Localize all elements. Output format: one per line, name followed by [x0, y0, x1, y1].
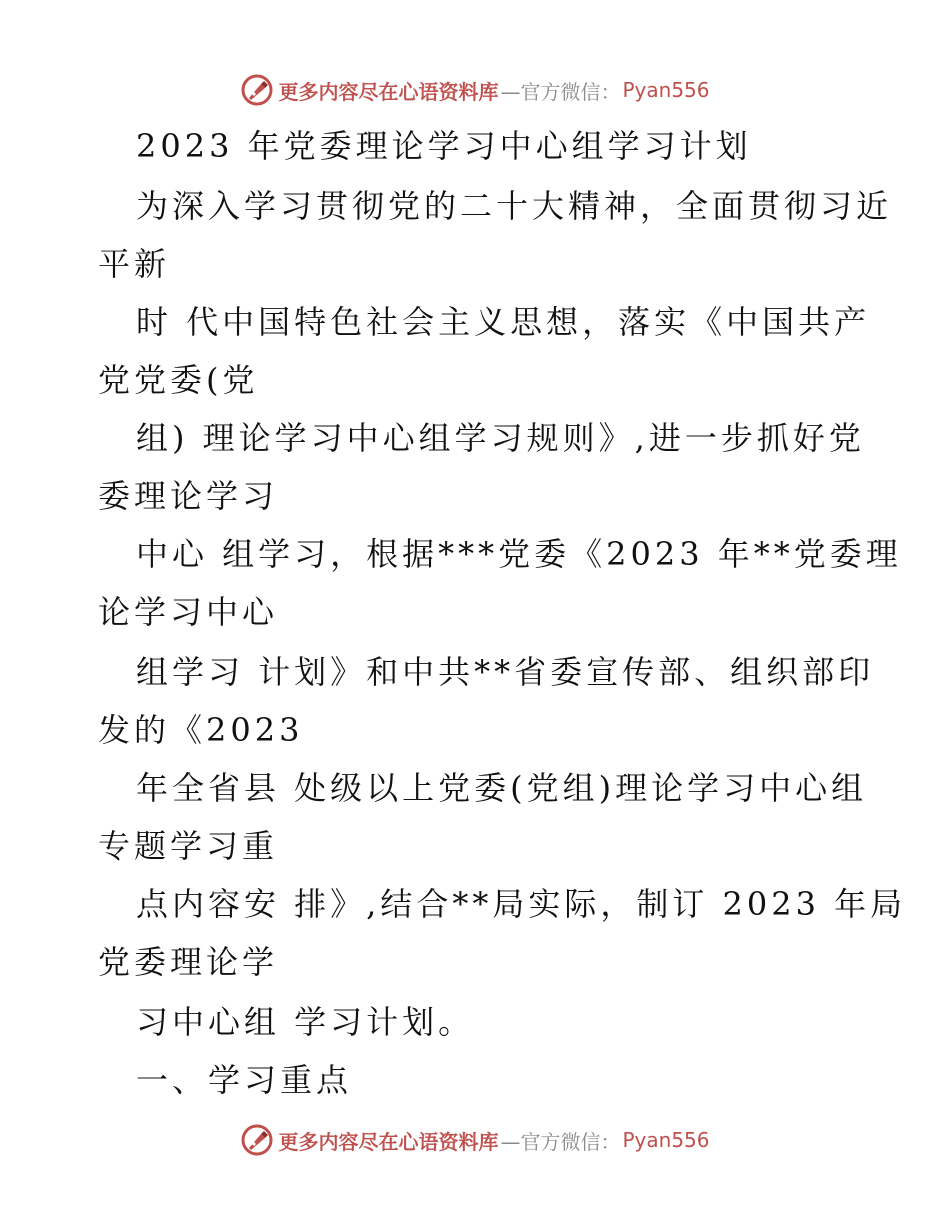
document-title: 2023 年党委理论学习中心组学习计划 — [136, 127, 752, 165]
watermark-wechat-id: Pyan556 — [622, 78, 710, 102]
watermark-separator-text: —官方微信： — [500, 1129, 621, 1154]
paragraph-line: 点内容安 排》,结合**局实际，制订 2023 年局 — [136, 885, 907, 923]
paragraph-line: 习中心组 学习计划。 — [136, 1003, 475, 1041]
watermark-brand-text: 更多内容尽在心语资料库 — [278, 1129, 499, 1154]
paragraph-line: 委理论学习 — [98, 477, 279, 515]
paragraph-line: 发的《2023 — [98, 711, 304, 749]
paragraph-line: 组学习 计划》和中共**省委宣传部、组织部印 — [136, 653, 875, 691]
paragraph-line: 为深入学习贯彻党的二十大精神，全面贯彻习近 — [136, 187, 893, 225]
paragraph-line: 论学习中心 — [98, 593, 279, 631]
pen-nib-logo-icon — [240, 73, 274, 107]
pen-nib-logo-icon — [240, 1123, 274, 1157]
watermark-separator-text: —官方微信： — [500, 79, 621, 104]
watermark-wechat-id: Pyan556 — [622, 1128, 710, 1152]
paragraph-line: 平新 — [98, 245, 171, 283]
paragraph-line: 专题学习重 — [98, 827, 279, 865]
paragraph-line: 党党委(党 — [98, 361, 259, 399]
paragraph-line: 年全省县 处级以上党委(党组)理论学习中心组 — [136, 769, 868, 807]
section-heading: 一、学习重点 — [136, 1061, 353, 1099]
paragraph-line: 中心 组学习，根据***党委《2023 年**党委理 — [136, 535, 902, 573]
footer-watermark — [0, 1120, 950, 1160]
paragraph-line: 党委理论学 — [98, 943, 279, 981]
watermark-brand-text: 更多内容尽在心语资料库 — [278, 79, 499, 104]
paragraph-line: 组) 理论学习中心组学习规则》,进一步抓好党 — [136, 419, 865, 457]
paragraph-line: 时 代中国特色社会主义思想，落实《中国共产 — [136, 303, 871, 341]
header-watermark — [0, 70, 950, 110]
